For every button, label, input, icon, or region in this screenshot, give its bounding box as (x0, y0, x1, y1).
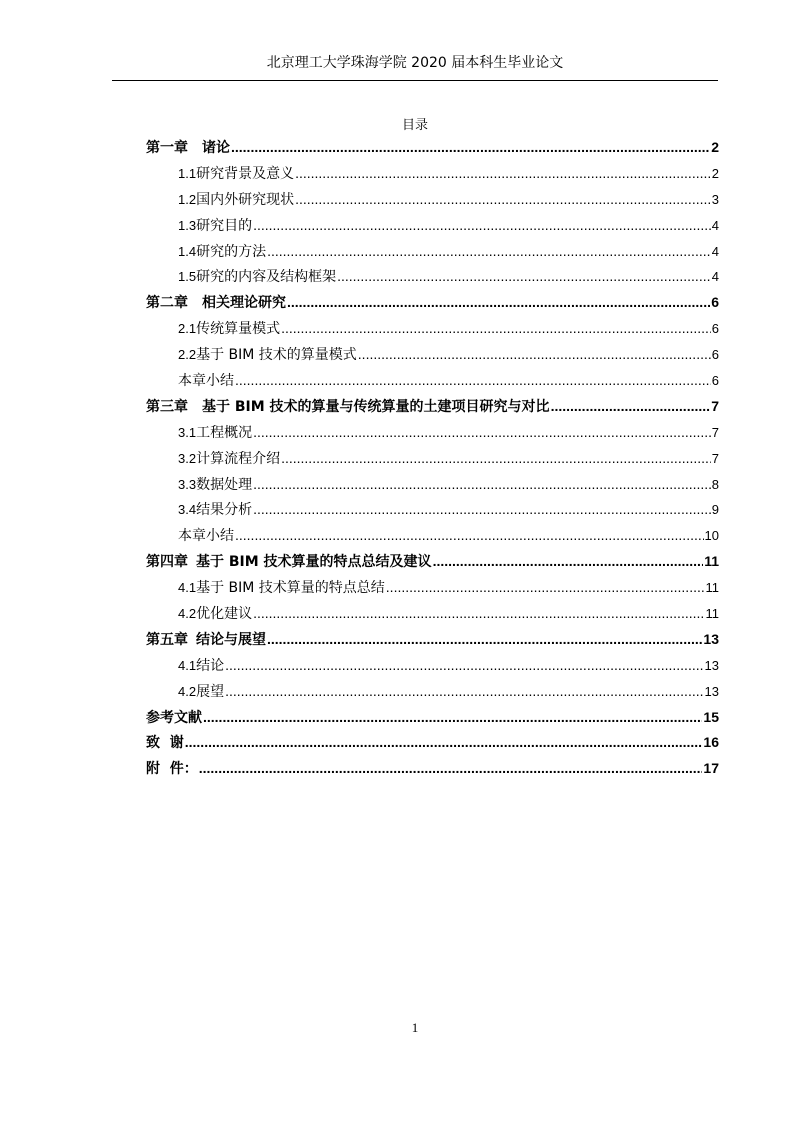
header-rule (112, 80, 718, 81)
toc-entry-section-5-2[interactable] (146, 679, 719, 705)
toc-entry-title: 相关理论研究 (202, 295, 286, 312)
toc-entry-page: 16 (703, 734, 719, 751)
toc-entry-number: 4.1 (178, 657, 197, 673)
toc-entry-chapter-2-summary[interactable] (146, 368, 719, 394)
toc-entry-section-3-2[interactable] (146, 446, 719, 472)
toc-entry-section-4-2[interactable] (146, 601, 719, 627)
dot-leader (235, 368, 711, 394)
toc-entry-number: 1.2 (178, 191, 197, 207)
toc-entry-title: 基于 BIM 技术的算量与传统算量的土建项目研究与对比 (202, 398, 550, 415)
toc-entry-section-3-3[interactable] (146, 472, 719, 498)
toc-entry-number: 第三章 (146, 398, 202, 415)
toc-entry-page: 9 (711, 502, 719, 518)
toc-entry-number: 2.1 (178, 321, 197, 337)
dot-leader (253, 497, 711, 523)
toc-entry-page: 13 (704, 683, 719, 699)
toc-entry-section-1-2[interactable] (146, 187, 719, 213)
toc-entry-number: 1.4 (178, 243, 197, 259)
toc-entry-number: 3.4 (178, 502, 197, 518)
toc-entry-page: 2 (711, 165, 719, 181)
toc-entry-title: 展望 (196, 683, 225, 700)
toc-entry-references[interactable] (146, 705, 719, 731)
toc-entry-page: 8 (711, 476, 719, 492)
dot-leader (295, 161, 711, 187)
toc-entry-number: 第四章 (146, 554, 188, 571)
toc-entry-page: 7 (711, 397, 719, 414)
toc-entry-page: 2 (711, 139, 719, 155)
dot-leader (253, 601, 704, 627)
toc-entry-title: 传统算量模式 (196, 321, 281, 338)
toc-entry-page: 17 (703, 760, 719, 777)
toc-entry-chapter-5[interactable] (146, 627, 719, 653)
toc-entry-section-3-4[interactable] (146, 497, 719, 523)
dot-leader (281, 316, 711, 342)
toc-entry-title: 基于 BIM 技术的算量模式 (196, 347, 357, 364)
toc-entry-section-1-4[interactable] (146, 239, 719, 265)
toc-entry-section-2-2[interactable] (146, 342, 719, 368)
toc-entry-title: 基于 BIM 技术算量的特点总结及建议 (196, 554, 432, 571)
dot-leader (203, 705, 702, 731)
toc-entry-number: 4.2 (178, 606, 197, 622)
dot-leader (235, 523, 704, 549)
toc-entry-acknowledgements[interactable] (146, 730, 719, 756)
running-header: 北京理工大学珠海学院 2020 届本科生毕业论文 (266, 55, 564, 71)
toc-entry-number: 1.5 (178, 269, 197, 285)
toc-entry-page: 7 (711, 424, 719, 440)
toc-entry-title: 结果分析 (196, 502, 253, 519)
toc-entry-title: 结论 (196, 657, 225, 674)
toc-entry-number: 4.2 (178, 683, 197, 699)
toc-entry-chapter-1[interactable] (146, 135, 719, 161)
toc-entry-page: 11 (705, 580, 719, 596)
dot-leader (199, 756, 703, 782)
toc-entry-title: 参考文献 (146, 709, 202, 726)
toc-entry-page: 13 (703, 630, 719, 647)
toc-entry-title: 国内外研究现状 (196, 191, 295, 208)
dot-leader (281, 446, 711, 472)
toc-entry-section-1-5[interactable] (146, 264, 719, 290)
toc-entry-page: 4 (711, 217, 719, 233)
dot-leader (295, 187, 711, 213)
toc-entry-page: 11 (705, 606, 719, 622)
dot-leader (253, 472, 711, 498)
toc-entry-chapter-3-summary[interactable] (146, 523, 719, 549)
toc-entry-page: 6 (711, 294, 719, 311)
toc-entry-number: 3.3 (178, 476, 197, 492)
toc-entry-chapter-3[interactable] (146, 394, 719, 420)
toc-entry-page: 6 (711, 347, 719, 363)
toc-entry-title: 研究的方法 (196, 243, 267, 260)
toc-entry-section-5-1[interactable] (146, 653, 719, 679)
toc-entry-title: 诸论 (202, 140, 230, 156)
toc-entry-number: 2.2 (178, 347, 197, 363)
toc-entry-title: 致 谢 (146, 735, 184, 752)
dot-leader (267, 239, 711, 265)
toc-entry-title: 附 件： (146, 761, 198, 778)
toc-entry-number: 4.1 (178, 580, 197, 596)
dot-leader (225, 679, 703, 705)
toc-entry-number: 3.2 (178, 450, 197, 466)
toc-title: 目录 (401, 118, 428, 133)
dot-leader (231, 135, 710, 161)
toc-entry-number: 1.3 (178, 217, 197, 233)
toc-entry-page: 10 (704, 528, 719, 544)
toc-entry-page: 6 (711, 373, 719, 389)
toc-entry-number: 第五章 (146, 631, 188, 648)
toc-entry-chapter-2[interactable] (146, 290, 719, 316)
toc-entry-title: 优化建议 (196, 606, 253, 623)
toc-entry-number: 第二章 (146, 295, 202, 312)
toc-entry-page: 6 (711, 321, 719, 337)
toc-entry-page: 15 (703, 708, 719, 725)
toc-entry-number: 1.1 (178, 165, 197, 181)
dot-leader (287, 290, 710, 316)
page-number: 1 (411, 1020, 419, 1035)
toc-entry-page: 4 (711, 269, 719, 285)
toc-entry-section-1-3[interactable] (146, 213, 719, 239)
dot-leader (386, 575, 705, 601)
toc-entry-page: 11 (704, 553, 719, 570)
dot-leader (253, 213, 711, 239)
toc-entry-title: 研究目的 (196, 217, 253, 234)
toc-entry-title: 工程概况 (196, 424, 253, 441)
dot-leader (551, 394, 711, 420)
toc-entry-page: 13 (704, 657, 719, 673)
dot-leader (253, 420, 711, 446)
dot-leader (433, 549, 704, 575)
toc-entry-title: 计算流程介绍 (196, 450, 281, 467)
toc-entry-title: 本章小结 (178, 373, 234, 390)
toc-entry-title: 研究背景及意义 (196, 165, 295, 182)
dot-leader (267, 627, 702, 653)
toc-entry-appendix[interactable] (146, 756, 719, 782)
dot-leader (358, 342, 711, 368)
dot-leader (185, 730, 703, 756)
toc-entry-number: 3.1 (178, 424, 197, 440)
toc-entry-title: 结论与展望 (196, 631, 266, 648)
toc-entry-section-3-1[interactable] (146, 420, 719, 446)
toc-entry-title: 本章小结 (178, 528, 234, 545)
toc-entry-page: 4 (711, 243, 719, 259)
toc-entry-title: 数据处理 (196, 476, 253, 493)
toc-entry-chapter-4[interactable] (146, 549, 719, 575)
toc-entry-section-1-1[interactable] (146, 161, 719, 187)
toc-entry-page: 3 (711, 191, 719, 207)
table-of-contents (146, 135, 719, 782)
toc-entry-section-4-1[interactable] (146, 575, 719, 601)
toc-entry-title: 基于 BIM 技术算量的特点总结 (196, 580, 385, 597)
toc-entry-title: 研究的内容及结构框架 (196, 269, 337, 286)
dot-leader (225, 653, 703, 679)
dot-leader (337, 264, 711, 290)
toc-entry-page: 7 (711, 450, 719, 466)
toc-entry-section-2-1[interactable] (146, 316, 719, 342)
toc-entry-number: 第一章 (146, 140, 202, 156)
